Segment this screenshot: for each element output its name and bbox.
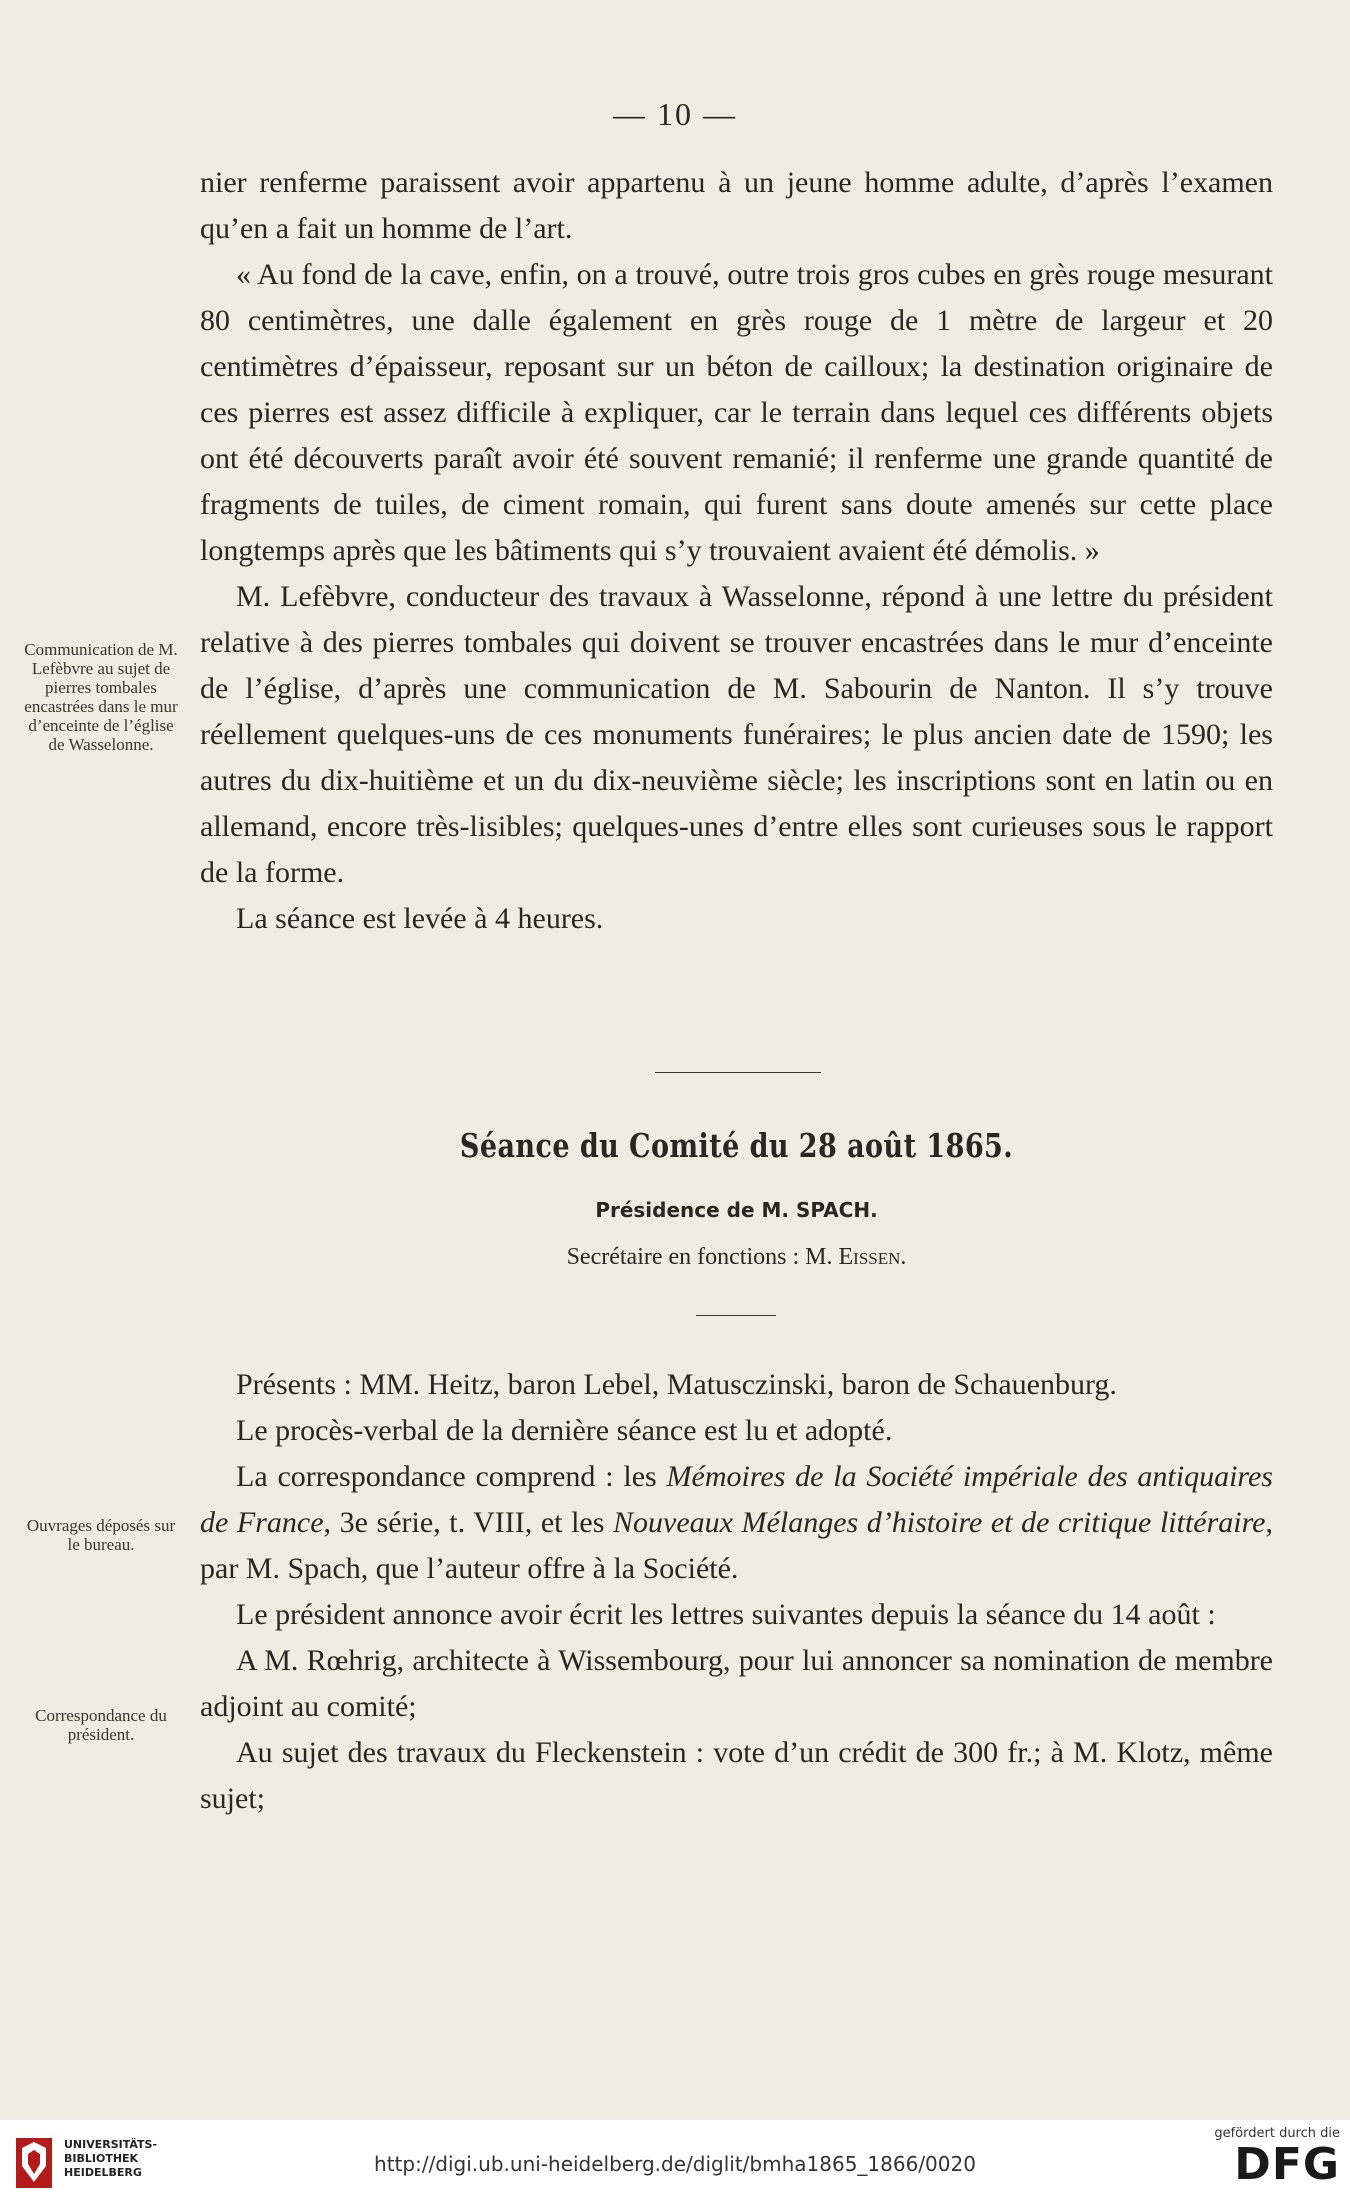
text-block-bottom (200, 1362, 1273, 1822)
secretaire-line (200, 1244, 1273, 1271)
secretaire-name: Eissen. (838, 1244, 907, 1270)
paragraph-roehrig: A M. Rœhrig, architecte à Wissembourg, pour lui annoncer sa nomination de membre adjoint au comité; (200, 1644, 1273, 1723)
dfg-funding-logo (1200, 2126, 1340, 2200)
dfg-logo-text: DFG (1234, 2139, 1340, 2190)
text-fragment: , 3e série, t. VIII, et les (323, 1506, 614, 1539)
section-divider (655, 1072, 821, 1073)
digitization-footer (0, 2120, 1350, 2204)
text-fragment: , par M. Spach, que l’auteur offre à la Société. (200, 1506, 1273, 1585)
dfg-caption: gefördert durch die (1214, 2126, 1340, 2141)
section-heading: Séance du Comité du 28 août 1865. (459, 1126, 1014, 1165)
margin-note-communication: Communication de M. Lefèbvre au sujet de pierres tombales encastrées dans le mur d’enceinte de l’église de Wasselonne. (24, 640, 178, 754)
paragraph-closing: La séance est levée à 4 heures. (236, 902, 604, 935)
library-line: BIBLIOTHEK (64, 2152, 139, 2165)
paragraph-lefebvre: M. Lefèbvre, conducteur des travaux à Wasselonne, répond à une lettre du président relative à des pierres tombales qui doivent se trouver encastrées dans le mur d’enceinte de l’église, d’après une communication de M. Sabourin de Nanton. Il s’y trouve réellement quelques-uns de ces monuments funéraires; le plus ancien date de 1590; les autres du dix-huitième et un du dix-neuvième siècle; les inscriptions sont en latin ou en allemand, encore très-lisibles; quelques-unes d’entre elles sont curieuses sous le rapport de la forme. (200, 580, 1273, 889)
margin-note-correspondance: Correspondance du président. (35, 1706, 167, 1744)
book-title-memoires: Mémoires de la Société impériale des antiquaires de France (200, 1460, 1273, 1539)
paragraph-proces-verbal: Le procès-verbal de la dernière séance est lu et adopté. (236, 1414, 893, 1447)
secretaire-label: Secrétaire en fonctions : M. (566, 1244, 833, 1270)
paragraph-fleckenstein: Au sujet des travaux du Fleckenstein : vote d’un crédit de 300 fr.; à M. Klotz, même sujet; (200, 1736, 1273, 1815)
paragraph-quote: « Au fond de la cave, enfin, on a trouvé, outre trois gros cubes en grès rouge mesurant 80 centimètres, une dalle également en grès rouge de 1 mètre de largeur et 20 centimètres d’épaisseur, reposant sur un béton de cailloux; la destination originaire de ces pierres est assez difficile à expliquer, car le terrain dans lequel ces différents objets ont été découverts paraît avoir été souvent remanié; il renferme une grande quantité de fragments de tuiles, de ciment romain, qui furent sans doute amenés sur cette place longtemps après que les bâtiments qui s’y trouvaient avaient été démolis. » (200, 258, 1273, 567)
source-url-link[interactable]: http://digi.ub.uni-heidelberg.de/diglit/bmha1865_1866/0020 (374, 2152, 976, 2176)
text-block-top (200, 160, 1273, 942)
minor-divider (696, 1315, 776, 1316)
paragraph-correspondance (200, 1454, 1273, 1592)
text-fragment: La correspondance comprend : les (236, 1460, 667, 1493)
library-line: HEIDELBERG (64, 2166, 142, 2179)
library-line: UNIVERSITÄTS- (64, 2138, 158, 2151)
book-title-melanges: Nouveaux Mélanges d’histoire et de critique littéraire (613, 1506, 1266, 1539)
paragraph-presents: Présents : MM. Heitz, baron Lebel, Matusczinski, baron de Schauenburg. (236, 1368, 1117, 1401)
margin-note-ouvrages: Ouvrages déposés sur le bureau. (26, 1516, 176, 1554)
paragraph-lettres: Le président annonce avoir écrit les lettres suivantes depuis la séance du 14 août : (236, 1598, 1216, 1631)
page-number: — 10 — (613, 96, 737, 132)
presidence-line: Présidence de M. SPACH. (595, 1198, 878, 1222)
paragraph-continued: nier renferme paraissent avoir appartenu à un jeune homme adulte, d’après l’examen qu’en a fait un homme de l’art. (200, 166, 1273, 245)
